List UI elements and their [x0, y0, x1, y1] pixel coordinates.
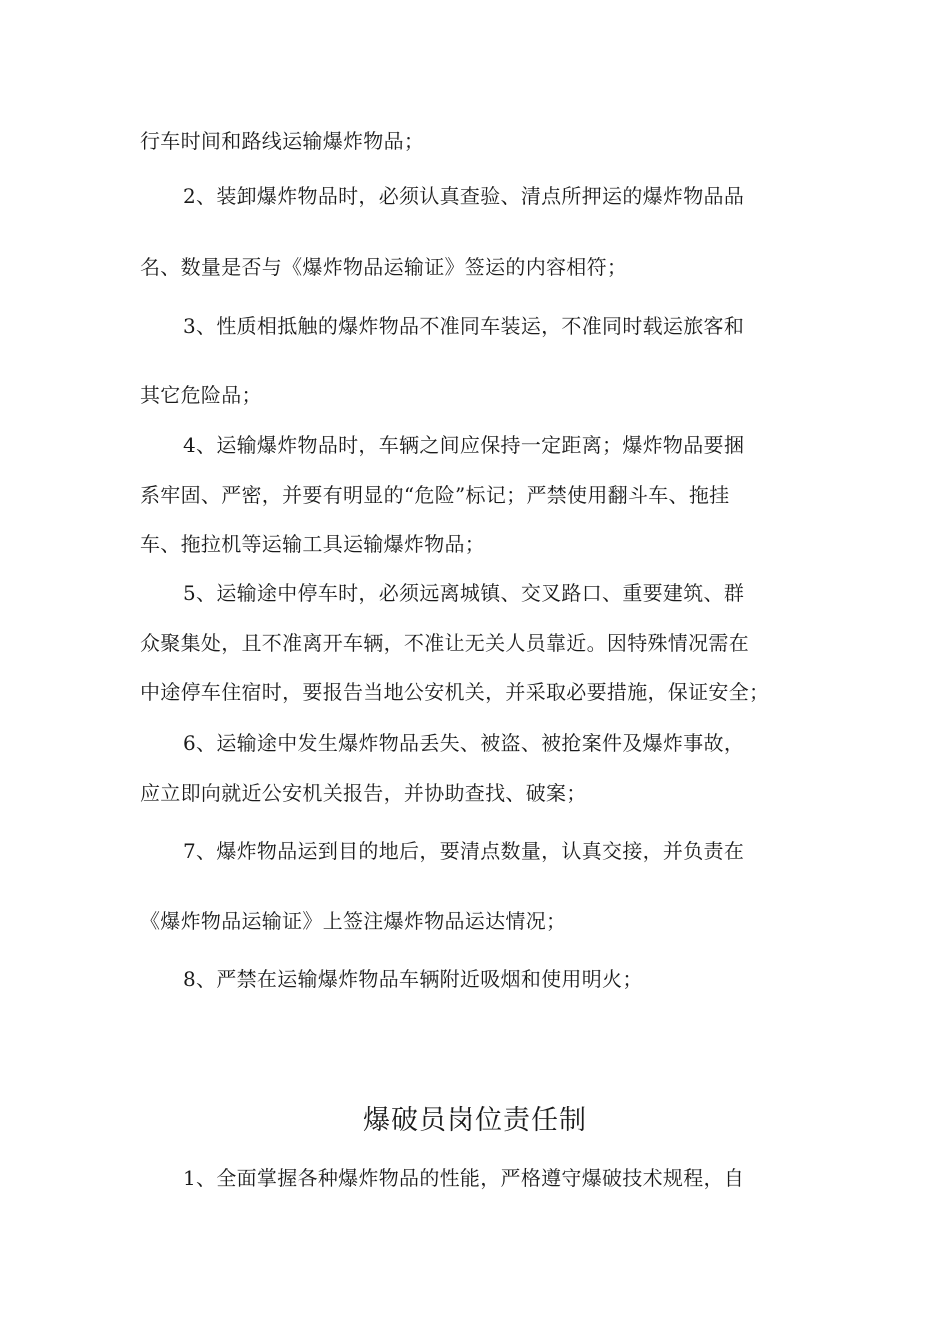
text-line: 6、运输途中发生爆炸物品丢失、被盗、被抢案件及爆炸事故，: [183, 731, 745, 755]
text-line: 众聚集处，且不准离开车辆，不准让无关人员靠近。因特殊情况需在: [140, 631, 749, 655]
text-line: 4、运输爆炸物品时，车辆之间应保持一定距离；爆炸物品要捆: [183, 433, 745, 457]
text-line: 8、严禁在运输爆炸物品车辆附近吸烟和使用明火；: [183, 967, 643, 991]
text-line: 2、装卸爆炸物品时，必须认真查验、清点所押运的爆炸物品品: [183, 184, 745, 208]
text-line: 其它危险品；: [140, 383, 262, 407]
text-line: 应立即向就近公安机关报告，并协助查找、破案；: [140, 781, 587, 805]
text-line: 1、全面掌握各种爆炸物品的性能，严格遵守爆破技术规程，自: [183, 1166, 745, 1190]
text-line: 车、拖拉机等运输工具运输爆炸物品；: [140, 532, 486, 556]
section-title: 爆破员岗位责任制: [363, 1105, 587, 1136]
text-line: 行车时间和路线运输爆炸物品；: [140, 129, 425, 153]
text-line: 5、运输途中停车时，必须远离城镇、交叉路口、重要建筑、群: [183, 581, 745, 605]
text-line: 系牢固、严密，并要有明显的“危险”标记；严禁使用翻斗车、拖挂: [140, 483, 730, 507]
text-line: 3、性质相抵触的爆炸物品不准同车装运，不准同时载运旅客和: [183, 314, 745, 338]
text-line: 《爆炸物品运输证》上签注爆炸物品运达情况；: [140, 909, 567, 933]
text-line: 名、数量是否与《爆炸物品运输证》签运的内容相符；: [140, 255, 628, 279]
text-line: 7、爆炸物品运到目的地后，要清点数量，认真交接，并负责在: [183, 839, 745, 863]
text-line: 中途停车住宿时，要报告当地公安机关，并采取必要措施，保证安全；: [140, 680, 770, 704]
